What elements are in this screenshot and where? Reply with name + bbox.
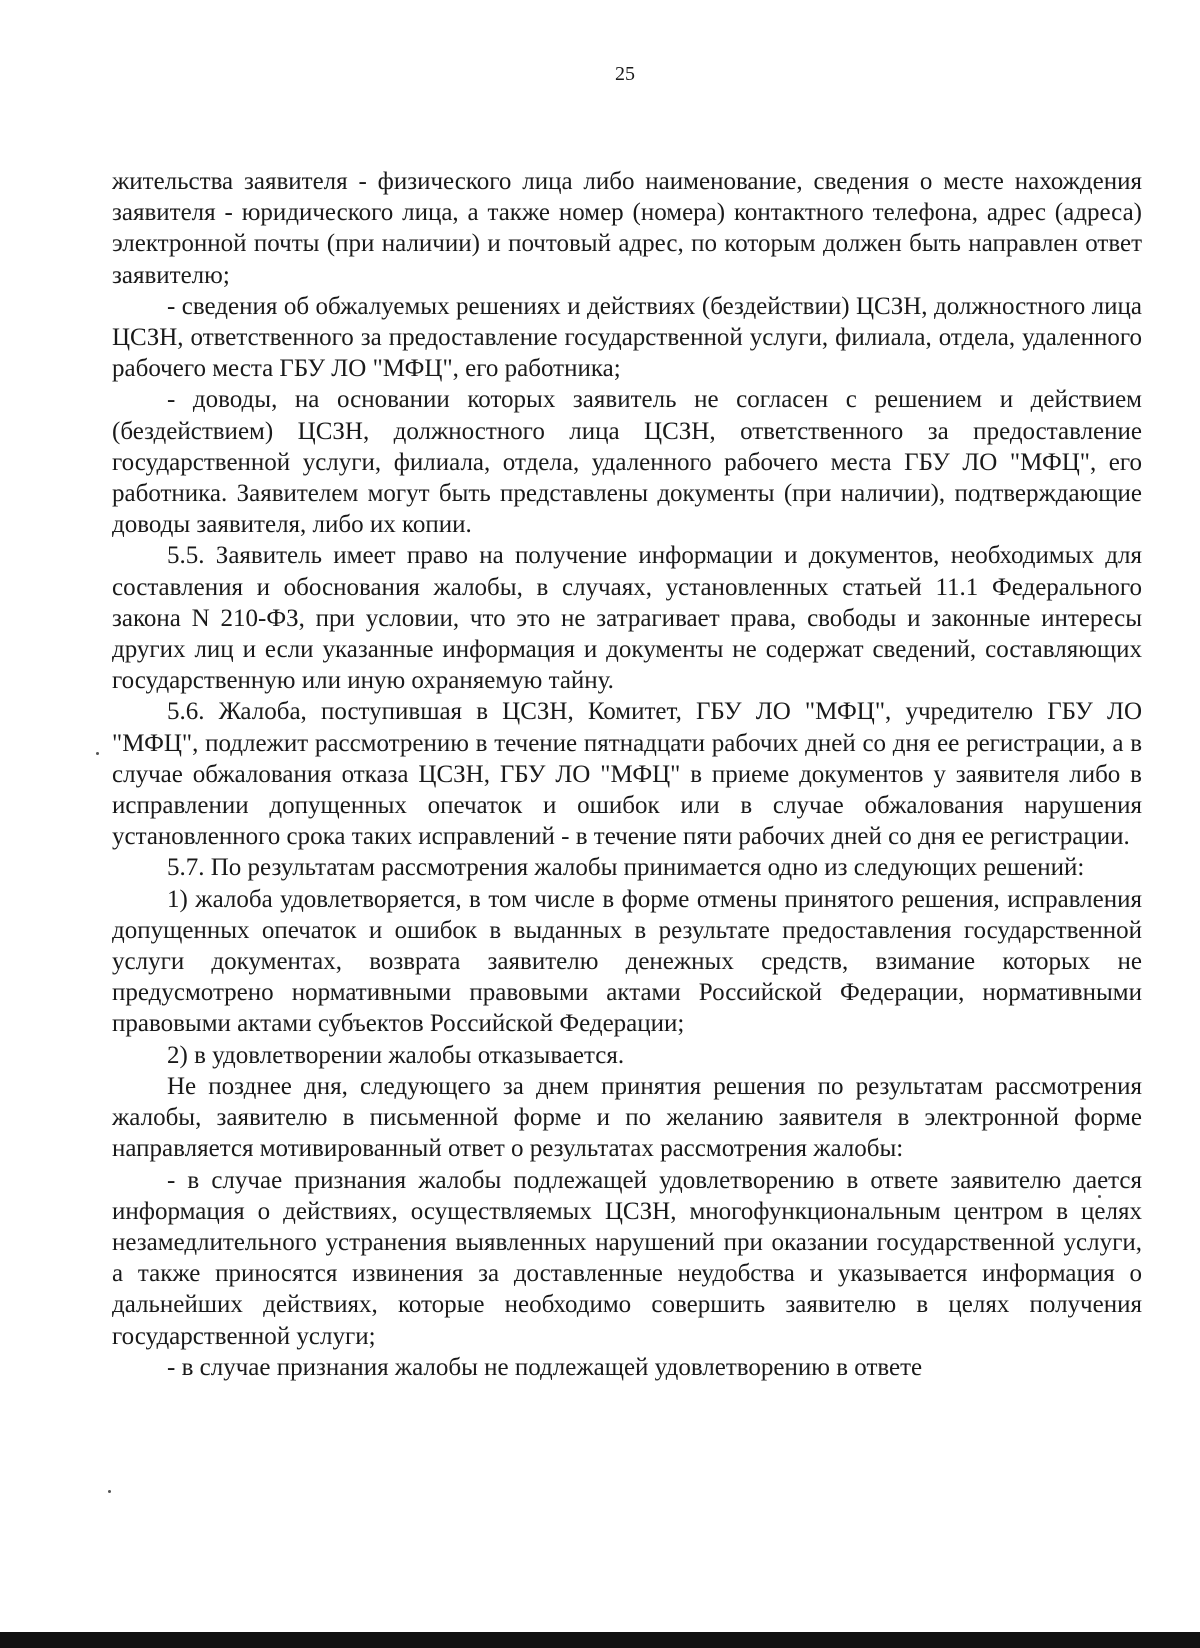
- scan-speck: [96, 752, 99, 755]
- document-body: [112, 166, 1142, 1383]
- paragraph-response-deadline: Не позднее дня, следующего за днем принятия решения по результатам рассмотрения жалобы, заявителю в письменной форме и по желанию заявителя в электронной форме направляется мотивированный ответ о результатах рассмотрения жалобы:: [112, 1072, 1142, 1163]
- page-number: 25: [615, 63, 635, 85]
- scan-speck: [1098, 1195, 1101, 1198]
- paragraph-complaint-satisfied: - в случае признания жалобы подлежащей удовлетворению в ответе заявителю дается информация о действиях, осуществляемых ЦСЗН, многофункциональным центром в целях незамедлительного устранения выявленных нарушений при оказании государственной услуги, а также приносятся извинения за доставленные неудобства и указывается информация о дальнейших действиях, которые необходимо совершить заявителю в целях получения государственной услуги;: [112, 1166, 1142, 1350]
- paragraph-complaint-rejected: - в случае признания жалобы не подлежащей удовлетворению в ответе: [167, 1353, 923, 1381]
- paragraph-decision-2: 2) в удовлетворении жалобы отказывается.: [167, 1041, 625, 1069]
- paragraph-5-6: 5.6. Жалоба, поступившая в ЦСЗН, Комитет, ГБУ ЛО "МФЦ", учредителю ГБУ ЛО "МФЦ", подлежит рассмотрению в течение пятнадцати рабочих дней со дня ее регистрации, а в случае обжалования отказа ЦСЗН, ГБУ ЛО "МФЦ" в приеме документов у заявителя либо в исправлении допущенных опечаток и ошибок или в случае обжалования нарушения установленного срока таких исправлений - в течение пяти рабочих дней со дня ее регистрации.: [112, 698, 1142, 851]
- paragraph-5-7: 5.7. По результатам рассмотрения жалобы принимается одно из следующих решений:: [167, 854, 1085, 882]
- paragraph-5-5: 5.5. Заявитель имеет право на получение информации и документов, необходимых для составления и обоснования жалобы, в случаях, установленных статьей 11.1 Федерального закона N 210-ФЗ, при условии, что это не затрагивает права, свободы и законные интересы других лиц и если указанные информация и документы не содержат сведений, составляющих государственную или иную охраняемую тайну.: [112, 542, 1142, 695]
- paragraph-decision-1: 1) жалоба удовлетворяется, в том числе в форме отмены принятого решения, исправления допущенных опечаток и ошибок в выданных в результате предоставления государственной услуги документах, возврата заявителю денежных средств, взимание которых не предусмотрено нормативными правовыми актами Российской Федерации, нормативными правовыми актами субъектов Российской Федерации;: [112, 885, 1142, 1038]
- paragraph-appealed-decisions: - сведения об обжалуемых решениях и действиях (бездействии) ЦСЗН, должностного лица ЦСЗН, ответственного за предоставление государственной услуги, филиала, отдела, удаленного рабочего места ГБУ ЛО "МФЦ", его работника;: [112, 292, 1142, 383]
- paragraph-applicant-address: жительства заявителя - физического лица либо наименование, сведения о месте нахождения заявителя - юридического лица, а также номер (номера) контактного телефона, адрес (адреса) электронной почты (при наличии) и почтовый адрес, по которым должен быть направлен ответ заявителю;: [112, 168, 1142, 289]
- scan-speck: [108, 1490, 111, 1493]
- paragraph-arguments: - доводы, на основании которых заявитель не согласен с решением и действием (бездействием) ЦСЗН, должностного лица ЦСЗН, ответственного за предоставление государственной услуги, филиала, отдела, удаленного рабочего места ГБУ ЛО "МФЦ", его работника. Заявителем могут быть представлены документы (при наличии), подтверждающие доводы заявителя, либо их копии.: [112, 386, 1142, 539]
- scan-edge-bar: [0, 1632, 1200, 1648]
